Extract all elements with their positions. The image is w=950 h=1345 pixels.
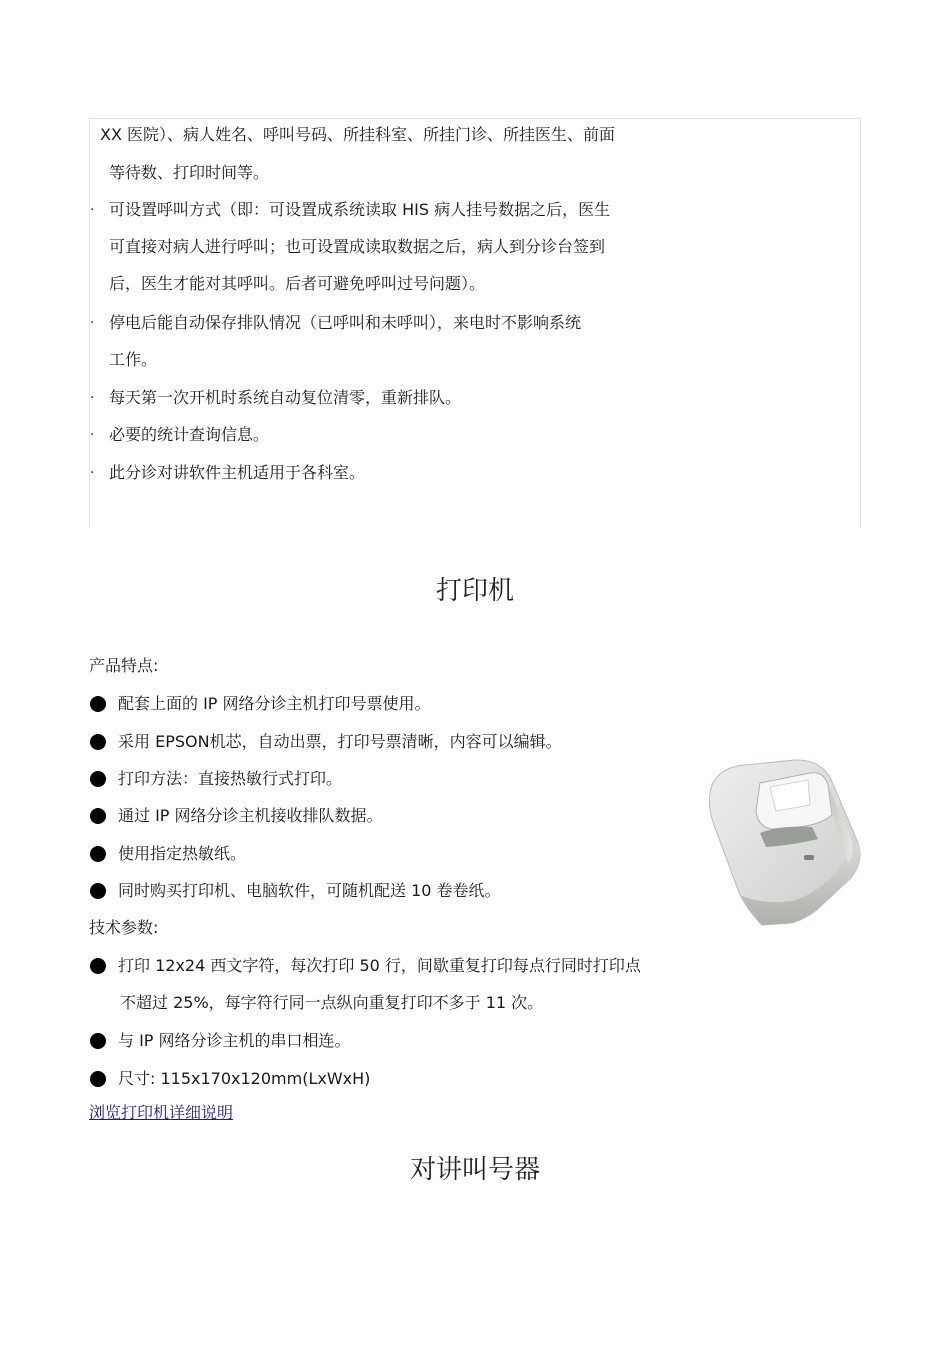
tech-item-cont: 不超过 25%，每字符行同一点纵向重复打印不多于 11 次。: [120, 993, 544, 1012]
feature-item: 通过 IP 网络分诊主机接收排队数据。: [118, 806, 383, 825]
bullet-dot-icon: [89, 1070, 107, 1088]
feature-item: 采用 EPSON机芯，自动出票，打印号票清晰，内容可以编辑。: [118, 732, 562, 751]
bullet-dot-icon: [89, 845, 107, 863]
list-item: 此分诊对讲软件主机适用于各科室。: [109, 463, 366, 482]
feature-item: 同时购买打印机、电脑软件，可随机配送 10 卷卷纸。: [118, 881, 501, 900]
bullet-dot-icon: [89, 807, 107, 825]
printer-photo: [700, 755, 870, 930]
bullet-marker: ·: [90, 427, 95, 443]
box-line-2: 等待数、打印时间等。: [109, 163, 270, 182]
bullet-marker: ·: [90, 315, 95, 331]
bullet-dot-icon: [89, 770, 107, 788]
bullet-marker: ·: [90, 465, 95, 481]
list-item-cont: 后，医生才能对其呼叫。后者可避免呼叫过号问题）。: [109, 274, 486, 293]
box-line-1: XX 医院）、病人姓名、呼叫号码、所挂科室、所挂门诊、所挂医生、前面: [100, 125, 616, 144]
printer-details-link[interactable]: 浏览打印机详细说明: [89, 1103, 234, 1122]
bullet-dot-icon: [89, 733, 107, 751]
bullet-dot-icon: [89, 882, 107, 900]
list-item: 必要的统计查询信息。: [109, 425, 270, 444]
bullet-dot-icon: [89, 695, 107, 713]
list-item-cont: 可直接对病人进行呼叫；也可设置成读取数据之后，病人到分诊台签到: [109, 237, 606, 256]
bullet-marker: ·: [90, 202, 95, 218]
bullet-dot-icon: [89, 957, 107, 975]
bullet-marker: ·: [90, 390, 95, 406]
bullet-dot-icon: [89, 1032, 107, 1050]
tech-item: 与 IP 网络分诊主机的串口相连。: [118, 1031, 351, 1050]
list-item: 可设置呼叫方式（即：可设置成系统读取 HIS 病人挂号数据之后，医生: [109, 200, 611, 219]
feature-item: 打印方法：直接热敏行式打印。: [118, 769, 343, 788]
section-heading-intercom: 对讲叫号器: [409, 1155, 540, 1185]
tech-item: 打印 12x24 西文字符，每次打印 50 行，间歇重复打印每点行同时打印点: [118, 956, 641, 975]
list-item: 停电后能自动保存排队情况（已呼叫和未呼叫），来电时不影响系统: [109, 313, 582, 332]
list-item: 每天第一次开机时系统自动复位清零，重新排队。: [109, 388, 462, 407]
feature-item: 使用指定热敏纸。: [118, 844, 247, 863]
tech-label: 技术参数:: [89, 918, 159, 937]
list-item-cont: 工作。: [109, 350, 158, 369]
features-label: 产品特点:: [89, 656, 159, 675]
section-heading-printer: 打印机: [435, 576, 514, 606]
tech-item: 尺寸: 115x170x120mm(LxWxH): [118, 1069, 371, 1088]
feature-item: 配套上面的 IP 网络分诊主机打印号票使用。: [118, 694, 431, 713]
